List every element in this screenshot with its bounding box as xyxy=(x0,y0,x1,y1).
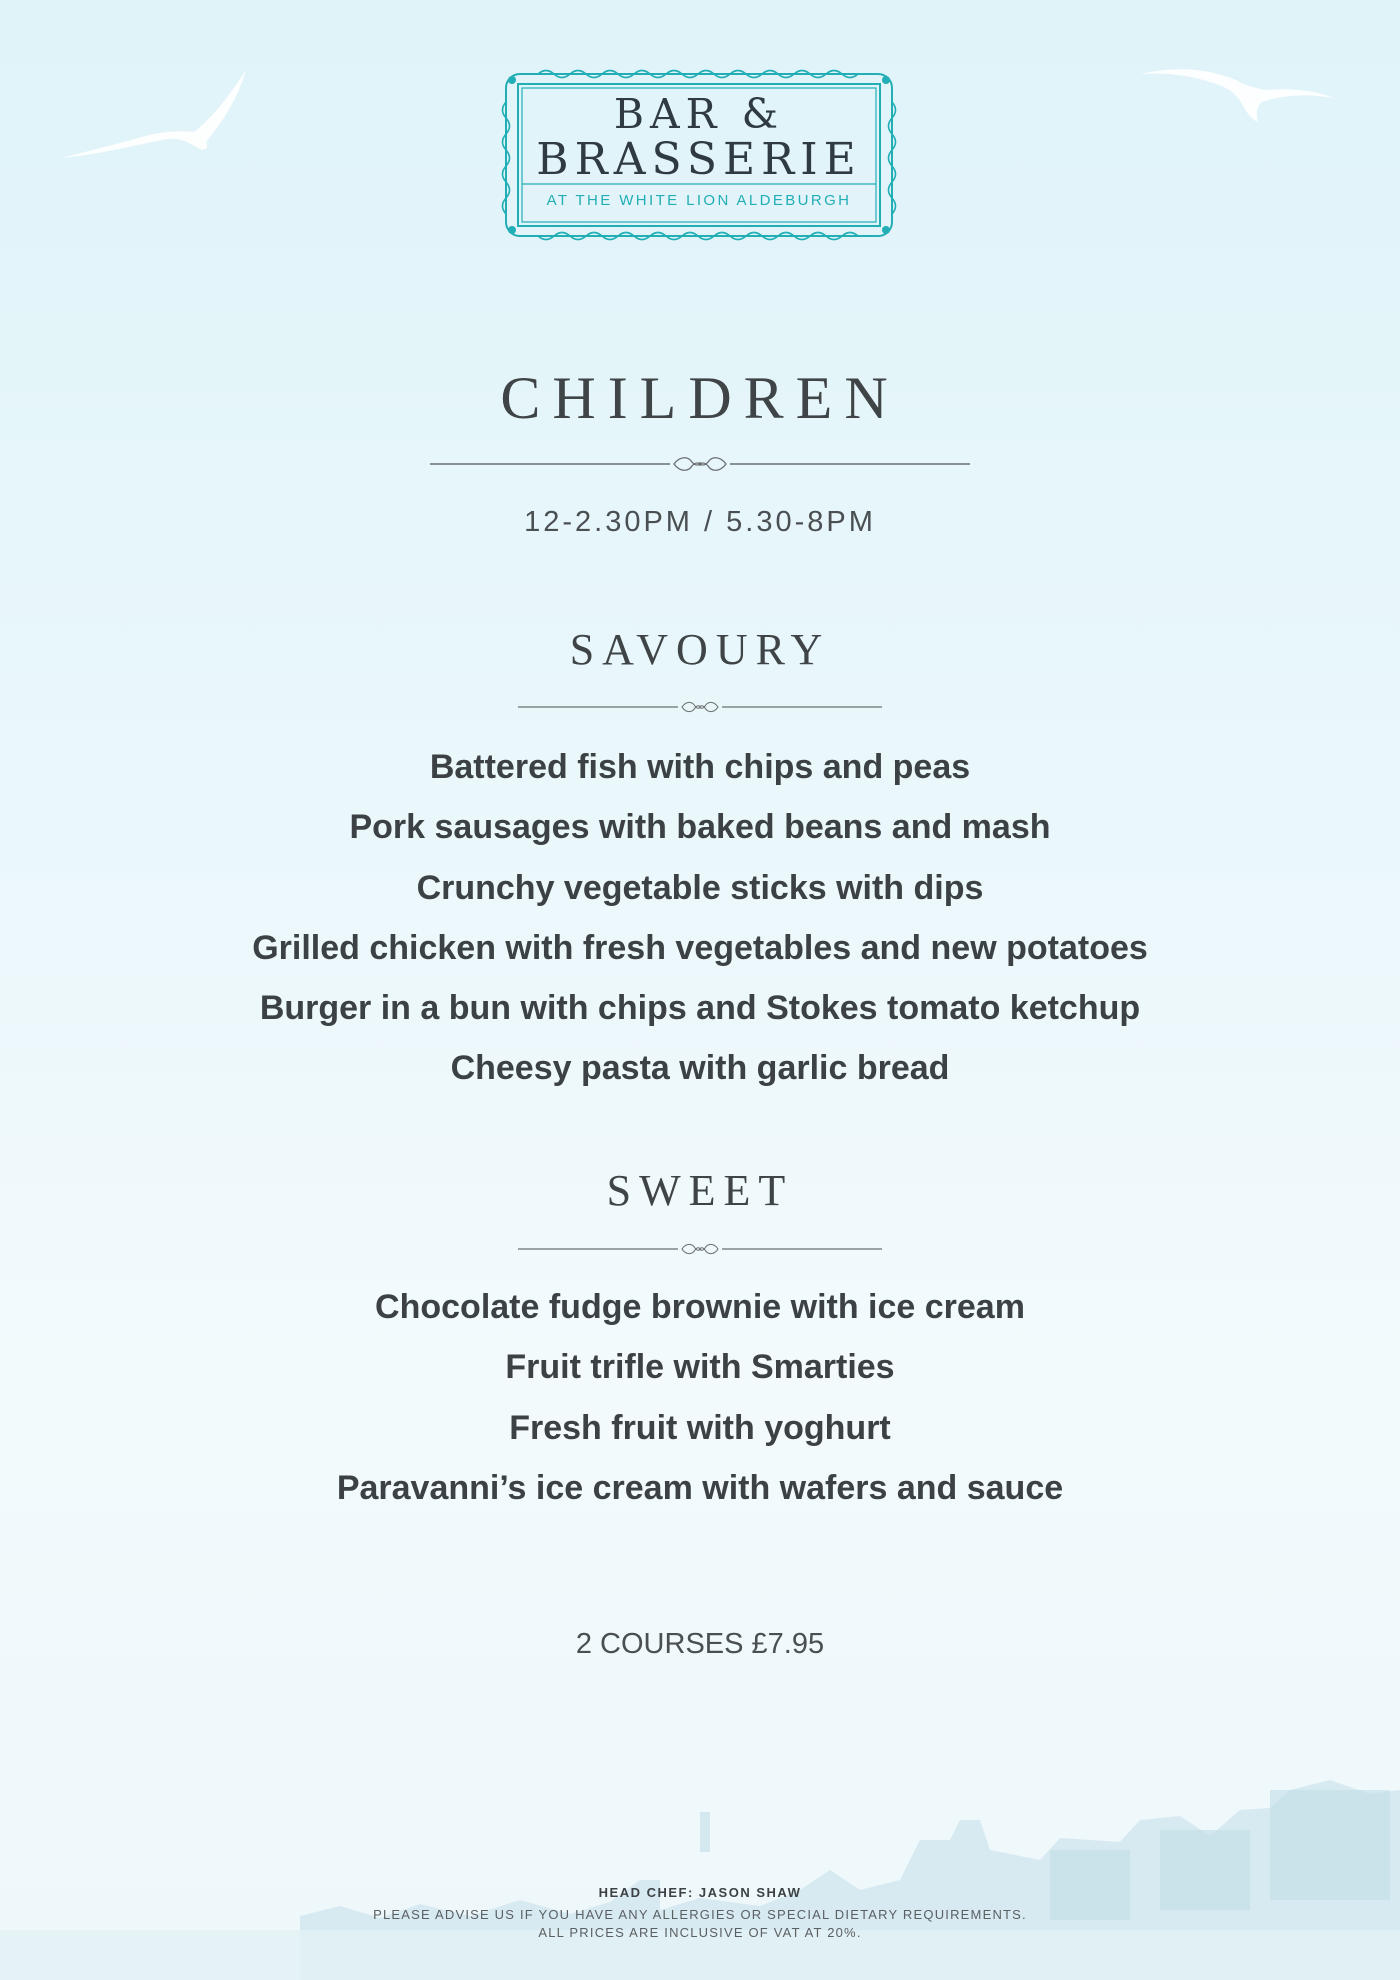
logo-tagline: AT THE WHITE LION ALDEBURGH xyxy=(546,192,852,209)
sweet-divider xyxy=(518,1239,882,1259)
menu-item: Paravanni’s ice cream with wafers and sauce xyxy=(336,1468,1064,1507)
allergy-note: PLEASE ADVISE US IF YOU HAVE ANY ALLERGIES OR SPECIAL DIETARY REQUIREMENTS. xyxy=(373,1907,1027,1922)
title-divider xyxy=(430,452,970,476)
townscape-illustration xyxy=(0,1720,1400,1980)
savoury-divider xyxy=(518,697,882,717)
menu-item: Crunchy vegetable sticks with dips xyxy=(416,868,984,907)
logo-line-brasserie: BRASSERIE xyxy=(536,134,862,185)
service-hours: 12-2.30PM / 5.30-8PM xyxy=(524,506,876,538)
sweet-menu-list xyxy=(0,1277,1400,1518)
menu-item: Chocolate fudge brownie with ice cream xyxy=(375,1288,1025,1326)
menu-item: Battered fish with chips and peas xyxy=(429,748,971,786)
vat-note: ALL PRICES ARE INCLUSIVE OF VAT AT 20%. xyxy=(538,1925,862,1940)
seagull-left-icon xyxy=(60,64,250,168)
section-title-savoury: SAVOURY xyxy=(569,625,831,674)
menu-item: Cheesy pasta with garlic bread xyxy=(450,1049,950,1088)
logo-line-bar: BAR & xyxy=(613,90,785,138)
menu-item: Fruit trifle with Smarties xyxy=(505,1348,895,1387)
course-price: 2 COURSES £7.95 xyxy=(575,1628,825,1660)
savoury-menu-list xyxy=(0,737,1400,1099)
menu-title: CHILDREN xyxy=(500,365,900,431)
menu-item: Burger in a bun with chips and Stokes tomato ketchup xyxy=(259,989,1141,1028)
seagull-right-icon xyxy=(1138,64,1338,128)
section-title-sweet: SWEET xyxy=(606,1166,794,1215)
menu-item: Pork sausages with baked beans and mash xyxy=(349,808,1051,847)
head-chef: HEAD CHEF: JASON SHAW xyxy=(598,1885,802,1900)
menu-item: Fresh fruit with yoghurt xyxy=(509,1408,891,1447)
menu-item: Grilled chicken with fresh vegetables and new potatoes xyxy=(252,928,1148,967)
logo xyxy=(498,66,900,244)
